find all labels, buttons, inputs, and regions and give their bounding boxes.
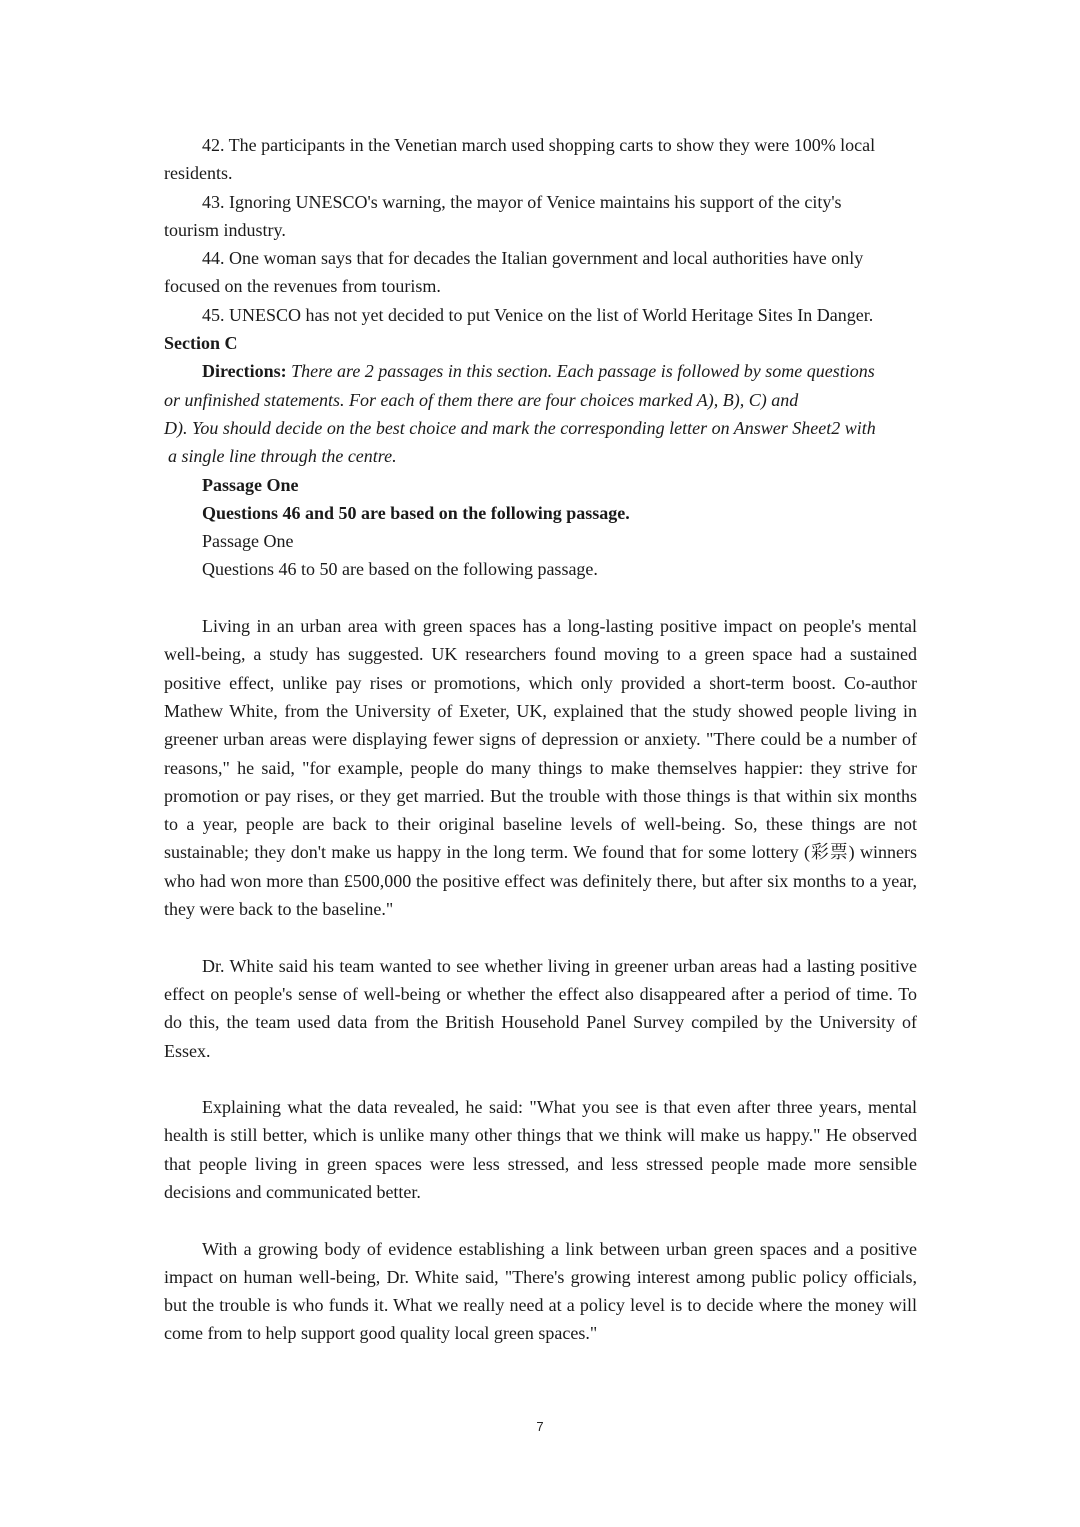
directions-line: a single line through the centre.	[168, 446, 397, 467]
blank-line	[164, 923, 917, 951]
page-number: 7	[536, 1419, 544, 1434]
directions-line: There are 2 passages in this section. Each passage is followed by some questions	[291, 361, 875, 382]
passage-paragraph: Living in an urban area with green spaces has a long-lasting positive impact on people's mental well-being, a study has suggested. UK researchers found moving to a green space had a sustained positive effect, unlike pay rises or promotions, which only provided a short-term boost. Co-author Mathew White, from the University of Exeter, UK, explained that the study showed people living in greener urban areas were displaying fewer signs of depression or anxiety. "There could be a number of reasons," he said, "for example, people do many things to make themselves happier: they strive for promotion or pay rises, or they get married. But the trouble with those things is that within six months to a year, people are back to their original baseline levels of well-being. So, these things are not sustainable; they don't make us happy in the long term. We found that for some lottery (彩票) winners who had won more than £500,000 the positive effect was definitely there, but after six months to a year, they were back to the baseline."	[164, 616, 917, 920]
statement-line-first: 45. UNESCO has not yet decided to put Venice on the list of World Heritage Sites In Danger.	[202, 304, 874, 325]
statement-line-first: 42. The participants in the Venetian march used shopping carts to show they were 100% local	[202, 135, 876, 155]
questions-note-bold: Questions 46 and 50 are based on the following passage.	[202, 502, 630, 523]
passage-paragraph: Dr. White said his team wanted to see whether living in greener urban areas had a lasting positive effect on people's sense of well-being or whether the effect also disappeared after a period of time. To do this, the team used data from the British Household Panel Survey compiled by the University of Essex.	[164, 955, 917, 1061]
statement-line-rest: residents.	[164, 163, 233, 184]
statement-item	[164, 131, 917, 188]
passage-heading-bold: Passage One	[202, 474, 299, 495]
statement-line-rest: focused on the revenues from tourism.	[164, 276, 441, 297]
statement-line-first: 43. Ignoring UNESCO's warning, the mayor of Venice maintains his support of the city's	[202, 191, 842, 212]
passage-heading: Passage One	[202, 531, 294, 552]
passage-paragraph: With a growing body of evidence establishing a link between urban green spaces and a positive impact on human well-being, Dr. White said, "There's growing interest among public policy officials, but the trouble is who funds it. What we really need at a policy level is to decide where the money will come from to help support good quality local green spaces."	[164, 1238, 917, 1344]
blank-line	[164, 1065, 917, 1093]
statement-line-rest: tourism industry.	[164, 219, 286, 240]
questions-note: Questions 46 to 50 are based on the following passage.	[202, 559, 598, 580]
statement-item	[164, 301, 917, 329]
statement-item	[164, 244, 917, 301]
passage-paragraph: Explaining what the data revealed, he said: "What you see is that even after three years, mental health is still better, which is unlike many other things that we think will make us happy." He observed that people living in green spaces were less stressed, and less stressed people made more sensible decisions and communicated better.	[164, 1097, 917, 1202]
document-page	[164, 131, 917, 1348]
blank-line	[164, 1206, 917, 1234]
statement-item	[164, 188, 917, 245]
directions-block	[164, 357, 917, 470]
section-heading: Section C	[164, 333, 238, 354]
directions-line: D). You should decide on the best choice and mark the corresponding letter on Answer Sheet2 with	[164, 417, 876, 438]
directions-label: Directions:	[202, 361, 287, 382]
statement-line-first: 44. One woman says that for decades the Italian government and local authorities have only	[202, 248, 864, 269]
directions-line: or unfinished statements. For each of them there are four choices marked A), B), C) and	[164, 389, 799, 410]
blank-line	[164, 584, 917, 612]
